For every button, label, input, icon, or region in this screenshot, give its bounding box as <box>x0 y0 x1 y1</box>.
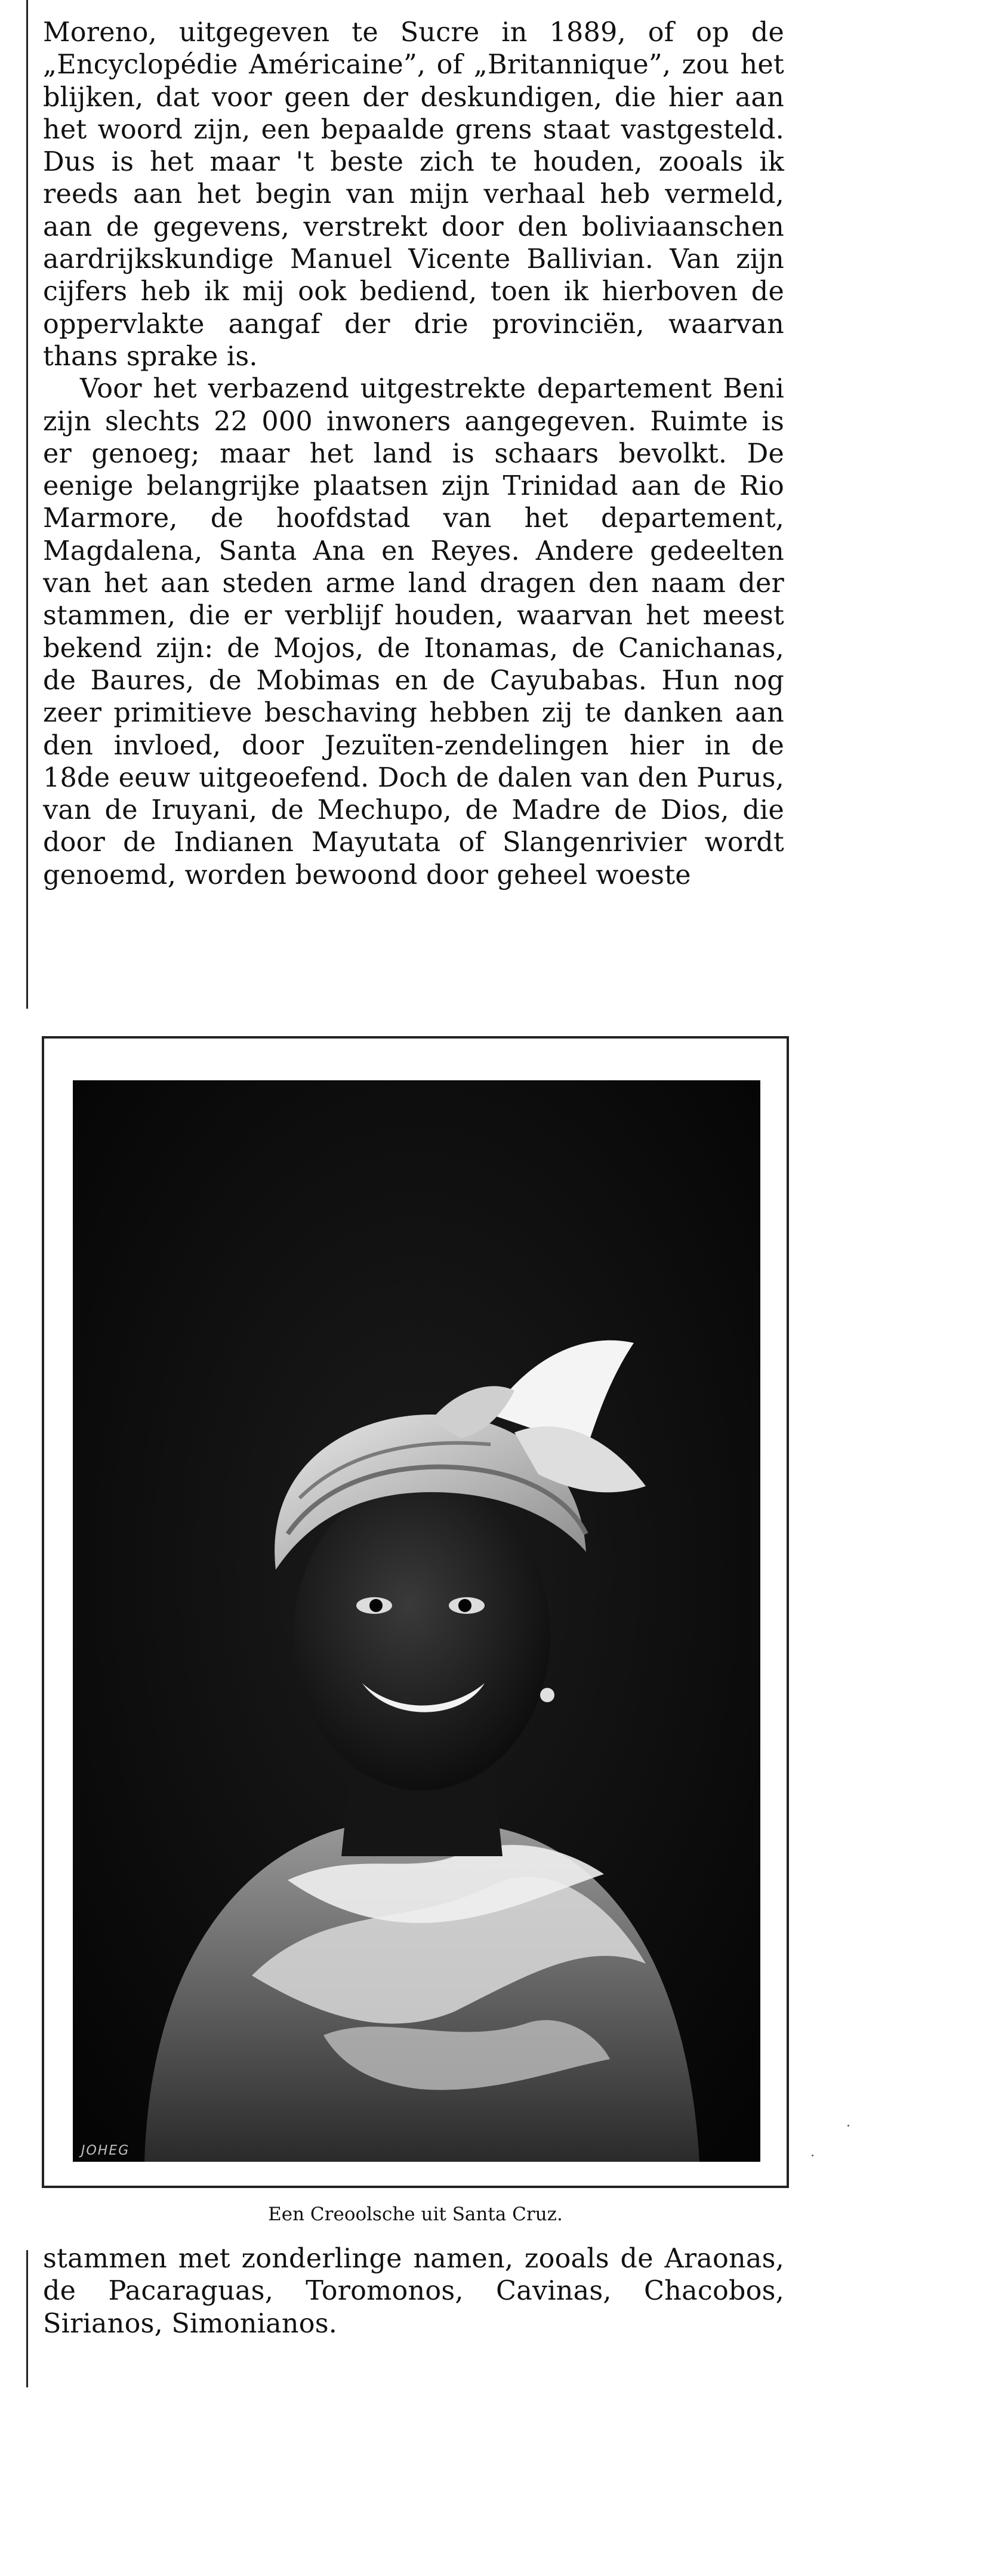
figure-caption: Een Creoolsche uit Santa Cruz. <box>268 2204 563 2225</box>
margin-rule-top <box>26 0 28 1009</box>
paragraph-3: stammen met zonderlinge namen, zooals de Araonas, de Pacaraguas, Toromonos, Cavinas, Chacobos, Sirianos, Simonianos. <box>43 2244 784 2339</box>
photo-figure-frame <box>42 1036 789 2188</box>
portrait-photograph <box>73 1080 760 2162</box>
paragraph-2: Voor het verbazend uitgestrekte departement Beni zijn slechts 22 000 inwoners aangegeven. Ruimte is er genoeg; maar het land is schaars bevolkt. De eenige belangrijke plaatsen zijn Trinidad aan de Rio Marmore, de hoofdstad van het departement, Magdalena, Santa Ana en Reyes. Andere gedeelten van het aan steden arme land dragen den naam der stammen, die er verblijf houden, waarvan het meest bekend zijn: de Mojos, de Itonamas, de Canichanas, de Baures, de Mobimas en de Cayubabas. Hun nog zeer primitieve beschaving hebben zij te danken aan den invloed, door Jezuïten-zendelingen hier in de 18de eeuw uitgeoefend. Doch de dalen van den Purus, van de Iruyani, de Mechupo, de Madre de Dios, die door de Indianen Mayutata of Slangenrivier wordt genoemd, worden bewoond door geheel woeste <box>43 374 784 890</box>
print-speck <box>847 2125 849 2127</box>
body-text-top <box>43 17 784 892</box>
paragraph-1: Moreno, uitgegeven te Sucre in 1889, of op de „Encyclopédie Américaine”, of „Britannique”, zou het blijken, dat voor geen der deskundigen, die hier aan het woord zijn, een bepaalde grens staat vastgesteld. Dus is het maar 't beste zich te houden, zooals ik reeds aan het begin van mijn verhaal heb vermeld, aan de gegevens, verstrekt door den boliviaanschen aardrijkskundige Manuel Vicente Ballivian. Van zijn cijfers heb ik mij ook bediend, toen ik hierboven de oppervlakte aangaf der drie provinciën, waarvan thans sprake is. <box>43 17 784 372</box>
print-speck <box>812 2155 813 2156</box>
margin-rule-bottom <box>26 2250 28 2387</box>
portrait-illustration <box>73 1080 760 2162</box>
engraver-signature: JOHEG <box>81 2143 130 2158</box>
body-text-bottom <box>43 2243 784 2340</box>
